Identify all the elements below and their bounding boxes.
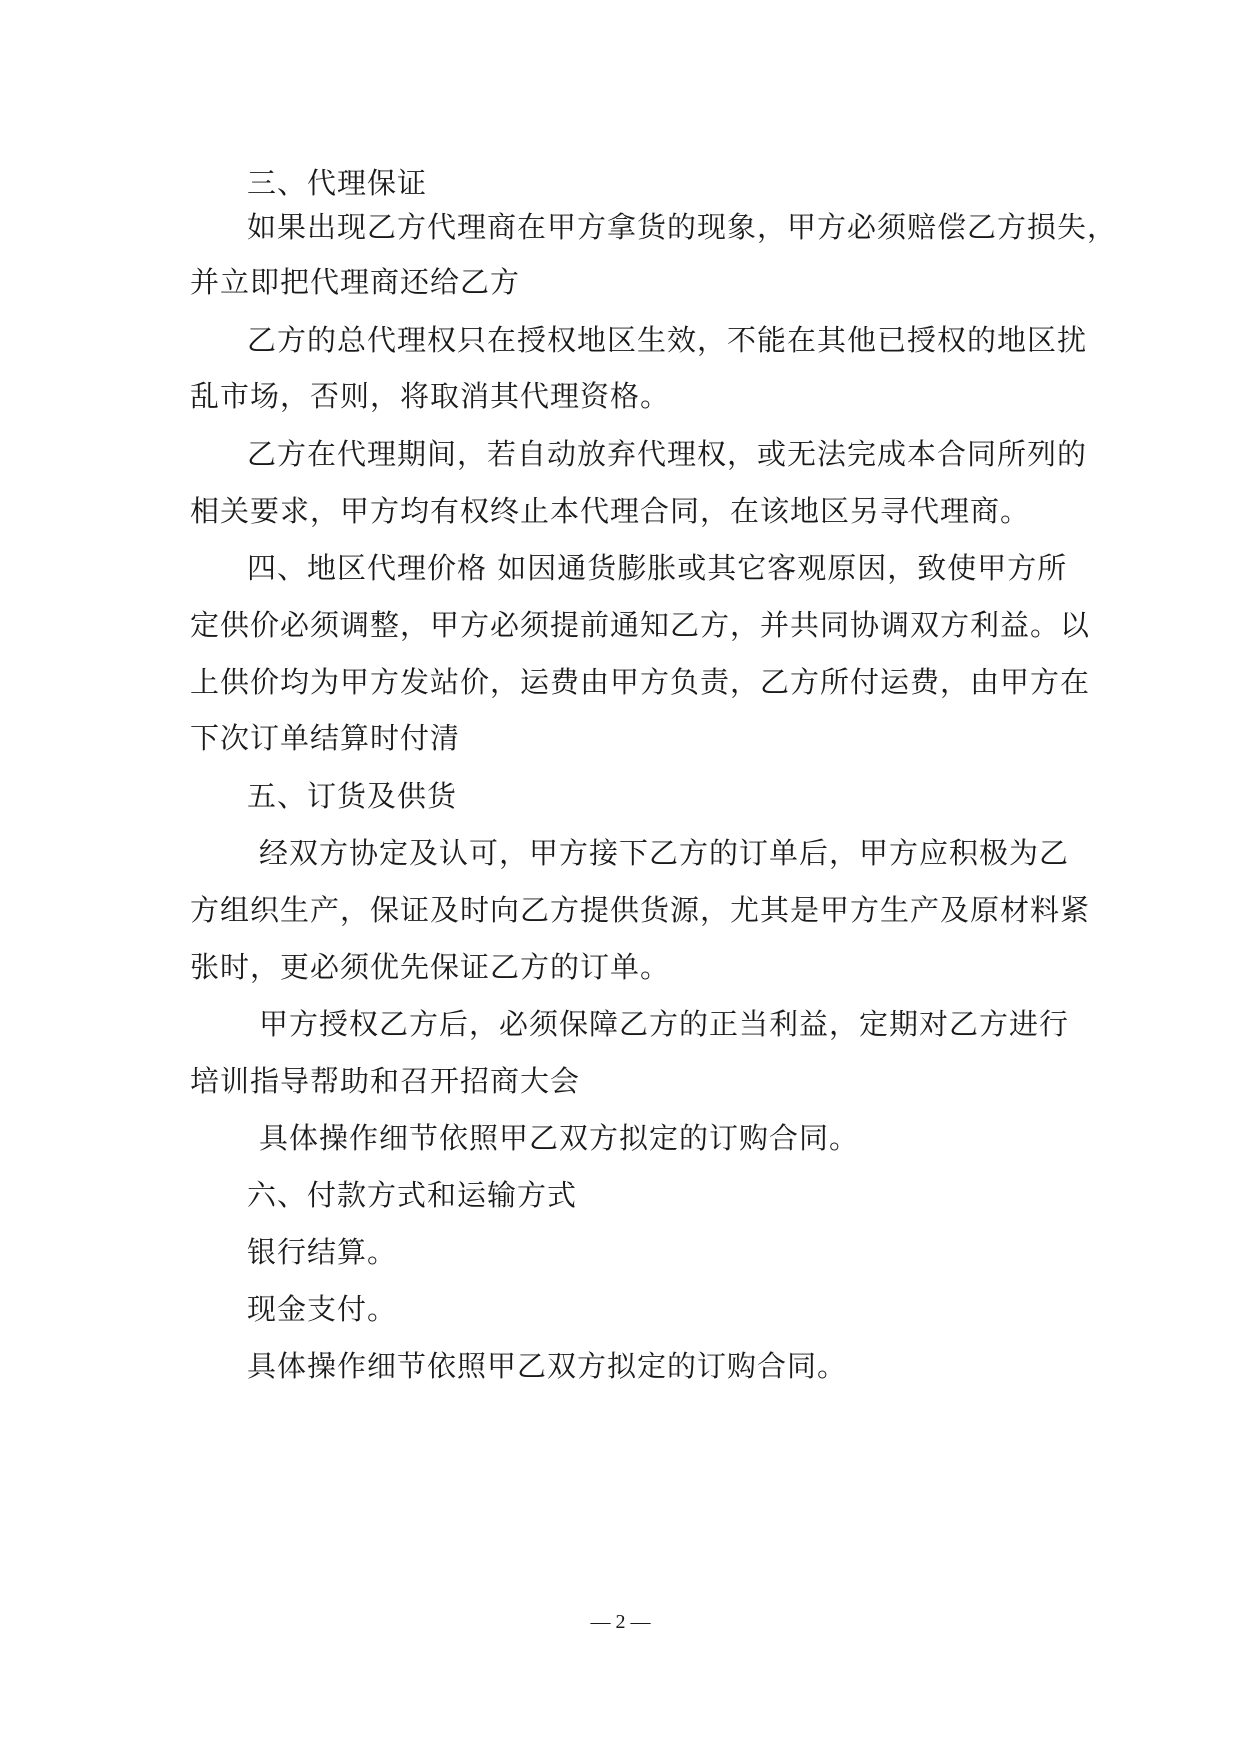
paragraph-line: 银行结算。 bbox=[247, 1235, 398, 1269]
paragraph-line: 方组织生产，保证及时向乙方提供货源，尤其是甲方生产及原材料紧 bbox=[190, 893, 1091, 927]
section-heading-6: 六、付款方式和运输方式 bbox=[247, 1178, 578, 1212]
page-number: — 2 — bbox=[590, 1611, 651, 1633]
paragraph-line: 培训指导帮助和召开招商大会 bbox=[190, 1064, 581, 1098]
paragraph-line: 具体操作细节依照甲乙双方拟定的订购合同。 bbox=[247, 1349, 848, 1383]
paragraph-line: 具体操作细节依照甲乙双方拟定的订购合同。 bbox=[259, 1121, 860, 1155]
section-heading-5: 五、订货及供货 bbox=[247, 779, 458, 813]
paragraph-line: 下次订单结算时付清 bbox=[190, 721, 461, 755]
paragraph-line: 如果出现乙方代理商在甲方拿货的现象，甲方必须赔偿乙方损失， bbox=[247, 210, 1118, 244]
paragraph-line: 乙方在代理期间，若自动放弃代理权，或无法完成本合同所列的 bbox=[247, 437, 1088, 471]
paragraph-line: 定供价必须调整，甲方必须提前通知乙方，并共同协调双方利益。以 bbox=[190, 608, 1091, 642]
paragraph-line: 上供价均为甲方发站价，运费由甲方负责，乙方所付运费，由甲方在 bbox=[190, 665, 1091, 699]
paragraph-line: 甲方授权乙方后，必须保障乙方的正当利益，定期对乙方进行 bbox=[259, 1007, 1070, 1041]
paragraph-line: 张时，更必须优先保证乙方的订单。 bbox=[190, 950, 671, 984]
paragraph-line: 现金支付。 bbox=[247, 1292, 398, 1326]
paragraph-line: 并立即把代理商还给乙方 bbox=[190, 265, 521, 299]
paragraph-line: 乱市场，否则，将取消其代理资格。 bbox=[190, 379, 671, 413]
section-heading-3: 三、代理保证 bbox=[247, 166, 428, 200]
paragraph-line: 乙方的总代理权只在授权地区生效，不能在其他已授权的地区扰 bbox=[247, 323, 1088, 357]
paragraph-line: 经双方协定及认可，甲方接下乙方的订单后，甲方应积极为乙 bbox=[259, 836, 1070, 870]
paragraph-line: 相关要求，甲方均有权终止本代理合同，在该地区另寻代理商。 bbox=[190, 494, 1031, 528]
section-heading-4: 四、地区代理价格 如因通货膨胀或其它客观原因，致使甲方所 bbox=[247, 551, 1068, 585]
